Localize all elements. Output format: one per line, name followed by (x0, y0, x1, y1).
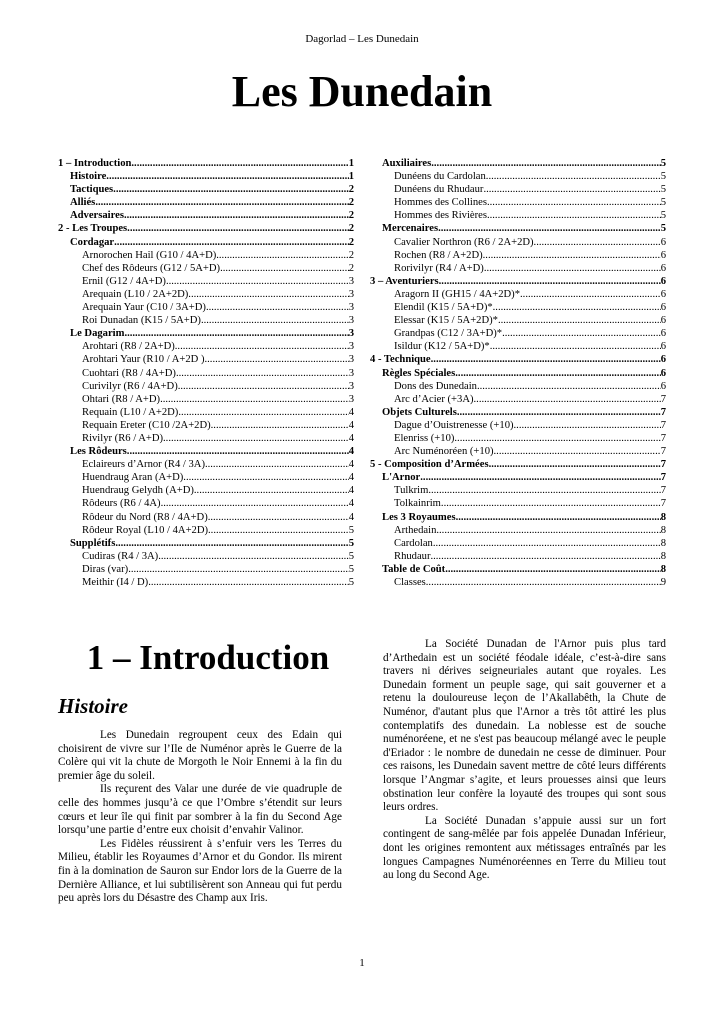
toc-entry[interactable] (370, 484, 666, 497)
toc-entry-page: 6 (660, 341, 666, 353)
toc-entry[interactable] (370, 497, 666, 510)
toc-entry-title: Requain Ereter (C10 /2A+2D) (82, 419, 211, 431)
toc-entry[interactable] (370, 209, 666, 222)
toc-entry[interactable] (58, 170, 354, 183)
toc-entry-page: 2 (348, 249, 354, 261)
toc-right-column (370, 157, 666, 589)
paragraph: Les Fidèles réussirent à s’enfuir vers les Terres du Milieu, établir les Royaumes d’Arnor et du Gondor. Ils mirent fin à la domination de Sauron sur Endor lors de la Guerre de la Dernière Alliance, et lui subtilisèrent son Anneau qui fut perdu peu après lors du Désastre des Champ aux Iris. (58, 837, 342, 905)
paragraph: La Société Dunadan s’appuie aussi sur un fort contingent de sang-mêlée par fois appelée Dunadan Inférieur, dont les origines remontent aux métissages entraînés par les longues Campagnes Numénoréennes en Terre du Milieu tout au long du Second Age. (383, 814, 666, 882)
toc-entry-title: Rôdeur Royal (L10 / 4A+2D) (82, 524, 209, 536)
toc-entry-title: Les 3 Royaumes (382, 511, 456, 523)
toc-entry-title: Dague d’Ouistrenesse (+10) (394, 419, 514, 431)
toc-left-column (58, 157, 354, 589)
toc-leader-dots (489, 458, 661, 471)
toc-entry-title: Cavalier Northron (R6 / 2A+2D) (394, 236, 534, 248)
toc-entry[interactable] (58, 380, 354, 393)
toc-entry-page: 6 (660, 236, 666, 248)
toc-entry-title: Rochen (R8 / A+2D) (394, 249, 483, 261)
toc-leader-dots (113, 183, 349, 196)
toc-entry-title: Dunéens du Rhudaur (394, 184, 484, 196)
toc-leader-dots (106, 170, 348, 183)
toc-entry-title: Alliés (70, 197, 96, 209)
toc-entry-title: Cardolan (394, 537, 433, 549)
toc-entry-page: 8 (660, 524, 666, 536)
toc-entry-page: 6 (660, 328, 666, 340)
toc-entry-title: Histoire (70, 171, 107, 183)
toc-entry[interactable] (370, 406, 666, 419)
toc-leader-dots (445, 563, 661, 576)
toc-entry-page: 6 (660, 275, 666, 287)
toc-leader-dots (161, 497, 349, 510)
toc-entry-page: 3 (348, 341, 354, 353)
toc-leader-dots (487, 196, 661, 209)
toc-entry[interactable] (370, 550, 666, 563)
toc-entry-page: 4 (348, 485, 354, 497)
toc-leader-dots (441, 497, 661, 510)
toc-leader-dots (124, 327, 348, 340)
toc-entry[interactable] (58, 445, 354, 458)
toc-leader-dots (433, 537, 661, 550)
subsection-heading: Histoire (58, 694, 129, 718)
toc-leader-dots (127, 445, 349, 458)
toc-leader-dots (176, 367, 349, 380)
toc-entry-page: 2 (348, 236, 354, 248)
toc-entry-title: L'Arnor (382, 472, 421, 484)
toc-entry-title: Mercenaires (382, 223, 439, 235)
toc-entry-title: Roi Dunadan (K15 / 5A+D) (82, 315, 201, 327)
toc-entry[interactable] (370, 222, 666, 235)
toc-entry[interactable] (370, 524, 666, 537)
toc-entry-title: 4 - Technique (370, 354, 431, 366)
toc-entry[interactable] (58, 314, 354, 327)
right-text-column (383, 638, 666, 883)
toc-entry-page: 9 (660, 577, 666, 588)
toc-leader-dots (430, 550, 660, 563)
toc-entry-page: 4 (348, 419, 354, 431)
toc-entry-page: 2 (348, 262, 354, 274)
toc-leader-dots (439, 275, 661, 288)
toc-entry-title: Arc Numénoréen (+10) (394, 446, 494, 458)
toc-entry-page: 3 (348, 275, 354, 287)
toc-leader-dots (183, 471, 348, 484)
toc-entry[interactable] (58, 353, 354, 366)
toc-leader-dots (188, 288, 348, 301)
toc-leader-dots (420, 471, 660, 484)
toc-leader-dots (160, 393, 349, 406)
toc-entry[interactable] (58, 484, 354, 497)
toc-leader-dots (124, 209, 349, 222)
toc-entry-title: Table de Coût (382, 563, 446, 575)
toc-entry-page: 5 (348, 577, 354, 588)
toc-entry[interactable] (58, 209, 354, 222)
toc-entry-page: 7 (660, 393, 666, 405)
toc-entry-page: 1 (348, 158, 354, 169)
toc-leader-dots (486, 170, 661, 183)
toc-entry-title: Dunéens du Cardolan (394, 171, 486, 183)
toc-leader-dots (206, 301, 349, 314)
toc-entry-page: 5 (660, 223, 666, 235)
toc-leader-dots (483, 183, 660, 196)
toc-entry[interactable] (370, 327, 666, 340)
toc-entry-title: Rivilyr (R6 / A+D) (82, 432, 164, 444)
toc-entry-title: Cuohtari (R8 / 4A+D) (82, 367, 176, 379)
toc-entry-title: Arthedain (394, 524, 437, 536)
toc-entry-page: 5 (660, 184, 666, 196)
toc-entry-title: Arohtari Yaur (R10 / A+2D ) (82, 354, 205, 366)
toc-leader-dots (216, 249, 348, 262)
toc-entry-page: 8 (660, 537, 666, 549)
toc-leader-dots (211, 419, 349, 432)
toc-entry[interactable] (58, 327, 354, 340)
toc-entry-title: 3 – Aventuriers (370, 275, 439, 287)
toc-entry[interactable] (370, 458, 666, 471)
toc-leader-dots (477, 380, 661, 393)
toc-entry-page: 3 (348, 367, 354, 379)
toc-entry-title: Objets Culturels (382, 406, 457, 418)
toc-entry-page: 6 (660, 302, 666, 314)
toc-entry-title: Arequain Yaur (C10 / 3A+D) (82, 302, 206, 314)
toc-entry-page: 7 (660, 459, 666, 471)
toc-entry-title: Rhudaur (394, 550, 431, 562)
toc-entry-page: 3 (348, 328, 354, 340)
toc-leader-dots (205, 458, 349, 471)
toc-entry-page: 5 (348, 563, 354, 575)
toc-entry[interactable] (370, 380, 666, 393)
toc-leader-dots (220, 262, 349, 275)
toc-entry-page: 4 (348, 406, 354, 418)
toc-entry[interactable] (58, 275, 354, 288)
toc-entry-page: 4 (348, 498, 354, 510)
toc-entry-page: 7 (660, 498, 666, 510)
toc-entry-page: 5 (348, 524, 354, 536)
toc-entry-title: Rôdeur du Nord (R8 / 4A+D) (82, 511, 208, 523)
toc-leader-dots (474, 393, 661, 406)
toc-entry-title: Auxiliaires (382, 158, 432, 169)
toc-entry[interactable] (370, 353, 666, 366)
toc-entry[interactable] (58, 222, 354, 235)
toc-entry-page: 6 (660, 249, 666, 261)
paragraph: Ils reçurent des Valar une durée de vie quadruple de celle des hommes jusqu’à ce que l’Ombre s’étendit sur leurs cœurs et leur île qui finit par sombrer à la fin du Second Age lorsqu’une partie d’entre eux choisit d’envahir Valinor. (58, 783, 342, 837)
toc-entry-page: 6 (660, 315, 666, 327)
toc-entry-title: Règles Spéciales (382, 367, 456, 379)
toc-entry[interactable] (58, 301, 354, 314)
toc-entry[interactable] (58, 550, 354, 563)
toc-entry-title: 2 - Les Troupes (58, 223, 128, 235)
toc-leader-dots (520, 288, 661, 301)
toc-entry[interactable] (370, 367, 666, 380)
toc-entry-page: 6 (660, 367, 666, 379)
toc-leader-dots (438, 222, 661, 235)
toc-leader-dots (194, 484, 349, 497)
toc-entry-title: Elessar (K15 / 5A+2D)* (394, 315, 498, 327)
toc-entry-title: Les Rôdeurs (70, 446, 127, 458)
toc-entry[interactable] (58, 576, 354, 589)
toc-leader-dots (127, 222, 349, 235)
toc-leader-dots (115, 537, 348, 550)
toc-entry[interactable] (370, 288, 666, 301)
toc-entry[interactable] (58, 236, 354, 249)
document-title: Les Dunedain (231, 67, 493, 116)
toc-leader-dots (454, 432, 660, 445)
toc-entry-page: 2 (348, 223, 354, 235)
toc-entry-title: Rorivilyr (R4 / A+D) (394, 262, 484, 274)
toc-leader-dots (428, 484, 660, 497)
toc-entry[interactable] (370, 445, 666, 458)
toc-entry-page: 2 (348, 210, 354, 222)
toc-leader-dots (208, 524, 349, 537)
toc-leader-dots (487, 209, 661, 222)
section-heading: 1 – Introduction (86, 638, 330, 677)
toc-leader-dots (158, 550, 348, 563)
toc-entry-page: 5 (348, 550, 354, 562)
paragraph: Les Dunedain regroupent ceux des Edain qui choisirent de vivre sur l’Ile de Numénor après le Guerre de la Colère qui vit la chute de Morgoth le Noir Ennemi à la fin du premier âge du soleil. (58, 729, 342, 782)
toc-entry[interactable] (370, 432, 666, 445)
toc-entry[interactable] (370, 249, 666, 262)
toc-entry-page: 5 (660, 210, 666, 222)
toc-entry[interactable] (58, 406, 354, 419)
toc-entry[interactable] (370, 537, 666, 550)
toc-entry[interactable] (58, 196, 354, 209)
running-header: Dagorlad – Les Dunedain (305, 33, 419, 45)
toc-entry-page: 7 (660, 446, 666, 458)
toc-entry-page: 5 (660, 158, 666, 169)
toc-entry[interactable] (58, 563, 354, 576)
toc-leader-dots (502, 327, 661, 340)
toc-leader-dots (205, 353, 349, 366)
toc-entry-title: 1 – Introduction (58, 158, 132, 169)
toc-entry-title: Requain (L10 / A+2D) (82, 406, 179, 418)
toc-entry-title: Hommes des Collines (394, 197, 487, 209)
toc-entry[interactable] (370, 236, 666, 249)
toc-leader-dots (498, 314, 661, 327)
toc-entry[interactable] (370, 157, 666, 170)
toc-entry[interactable] (58, 497, 354, 510)
page-number: 1 (359, 957, 365, 969)
toc-leader-dots (431, 353, 661, 366)
toc-entry-title: Dons des Dunedain (394, 380, 477, 392)
toc-entry-title: Curivilyr (R6 / 4A+D) (82, 380, 178, 392)
toc-entry-page: 5 (660, 171, 666, 183)
toc-entry-title: Tulkrim (394, 485, 429, 497)
toc-entry-page: 4 (348, 472, 354, 484)
toc-entry-page: 5 (348, 537, 354, 549)
toc-entry-page: 2 (348, 197, 354, 209)
toc-entry[interactable] (58, 340, 354, 353)
toc-entry-page: 6 (660, 380, 666, 392)
toc-entry-title: Isildur (K12 / 5A+D)* (394, 341, 490, 353)
toc-entry-title: Arohtari (R8 / 2A+D) (82, 341, 175, 353)
toc-leader-dots (490, 340, 661, 353)
toc-entry[interactable] (58, 262, 354, 275)
toc-entry[interactable] (370, 511, 666, 524)
toc-entry[interactable] (58, 524, 354, 537)
toc-entry-title: Arequain (L10 / 2A+2D) (82, 288, 189, 300)
toc-leader-dots (208, 511, 349, 524)
toc-leader-dots (131, 157, 348, 170)
toc-entry[interactable] (58, 432, 354, 445)
toc-entry-page: 7 (660, 432, 666, 444)
toc-leader-dots (493, 301, 661, 314)
toc-entry-title: Diras (var) (82, 563, 129, 575)
toc-entry-title: 5 - Composition d’Armées (370, 459, 489, 471)
toc-entry[interactable] (58, 393, 354, 406)
left-text-column (58, 729, 342, 906)
toc-leader-dots (514, 419, 661, 432)
toc-leader-dots (178, 406, 348, 419)
toc-entry[interactable] (58, 288, 354, 301)
toc-entry-title: Adversaires (70, 210, 124, 222)
toc-entry-title: Ernil (G12 / 4A+D) (82, 275, 166, 287)
toc-leader-dots (95, 196, 348, 209)
toc-entry[interactable] (370, 340, 666, 353)
toc-leader-dots (494, 445, 661, 458)
toc-entry-page: 1 (348, 171, 354, 183)
toc-entry-title: Huendraug Gelydh (A+D) (82, 485, 194, 497)
toc-entry[interactable] (58, 249, 354, 262)
toc-entry[interactable] (58, 157, 354, 170)
toc-entry-page: 7 (660, 472, 666, 484)
toc-entry-page: 6 (660, 288, 666, 300)
toc-entry-page: 4 (348, 511, 354, 523)
toc-leader-dots (436, 524, 660, 537)
toc-entry[interactable] (58, 537, 354, 550)
toc-entry-title: Chef des Rôdeurs (G12 / 5A+D) (82, 262, 221, 274)
toc-entry[interactable] (370, 393, 666, 406)
toc-leader-dots (431, 157, 660, 170)
toc-entry-page: 3 (348, 380, 354, 392)
toc-entry-title: Tactiques (70, 184, 114, 196)
toc-entry-title: Rôdeurs (R6 / 4A) (82, 498, 161, 510)
toc-leader-dots (175, 340, 349, 353)
toc-entry-page: 3 (348, 302, 354, 314)
toc-entry-title: Cordagar (70, 236, 115, 248)
toc-leader-dots (163, 432, 349, 445)
toc-entry[interactable] (370, 314, 666, 327)
toc-entry-page: 4 (348, 432, 354, 444)
toc-entry-page: 6 (660, 354, 666, 366)
toc-entry[interactable] (370, 576, 666, 589)
toc-entry-title: Aragorn II (GH15 / 4A+2D)* (394, 288, 521, 300)
toc-entry-page: 7 (660, 485, 666, 497)
toc-entry[interactable] (370, 471, 666, 484)
paragraph: La Société Dunadan de l'Arnor puis plus tard d’Arthedain est un société féodale idéale, c’est-à-dire sans travers ni dérives seigneuriales autant que royales. Les Dunedain forment un peuple sage, qui sait gouverner et a retenu la douloureuse leçon de l’Akallabêth, la Chute de Numénor, d'autant plus que l'Arnor a très tôt attiré les plus contemplatifs des dunedain. La noblesse est de souche numénoréene, et ne s'est pas beaucoup mélangé avec le peuple d'Eriador : le nombre de dunedain ne cesse de diminuer. Pour ces raisons, les Dunedain savent mettre de côté leurs différents lorsque l’Angmar s’agite, et leurs prouesses ainsi que leurs obstination leur confère la loyauté des troupes qui sont sous leurs ordres. (383, 638, 666, 814)
toc-entry-page: 3 (348, 315, 354, 327)
toc-entry-page: 8 (660, 563, 666, 575)
toc-entry[interactable] (370, 170, 666, 183)
toc-entry-title: Le Dagarim (70, 328, 125, 340)
toc-leader-dots (484, 262, 661, 275)
toc-entry-title: Grandpas (C12 / 3A+D)* (394, 328, 503, 340)
toc-entry-title: Tolkainrim (394, 498, 441, 510)
toc-entry[interactable] (370, 419, 666, 432)
toc-entry-title: Meithir (I4 / D) (82, 577, 149, 588)
toc-entry[interactable] (58, 511, 354, 524)
toc-entry-title: Eclaireurs d’Arnor (R4 / 3A) (82, 459, 205, 471)
toc-entry-page: 4 (348, 446, 354, 458)
toc-entry-page: 8 (660, 511, 666, 523)
toc-entry-page: 7 (660, 419, 666, 431)
toc-entry-title: Elendil (K15 / 5A+D)* (394, 302, 493, 314)
toc-entry[interactable] (370, 275, 666, 288)
toc-entry-title: Classes (394, 577, 426, 588)
toc-entry-title: Cudiras (R4 / 3A) (82, 550, 159, 562)
toc-leader-dots (426, 576, 661, 589)
toc-entry[interactable] (370, 196, 666, 209)
toc-entry[interactable] (370, 262, 666, 275)
toc-entry[interactable] (370, 301, 666, 314)
toc-entry-page: 3 (348, 393, 354, 405)
toc-entry-title: Hommes des Rivières (394, 210, 487, 222)
toc-entry[interactable] (58, 419, 354, 432)
toc-entry[interactable] (58, 471, 354, 484)
toc-leader-dots (455, 367, 660, 380)
toc-entry-page: 7 (660, 406, 666, 418)
toc-leader-dots (456, 511, 661, 524)
toc-entry[interactable] (370, 183, 666, 196)
toc-entry-title: Arc d’Acier (+3A) (394, 393, 474, 405)
toc-leader-dots (166, 275, 349, 288)
toc-entry-page: 6 (660, 262, 666, 274)
toc-leader-dots (201, 314, 349, 327)
toc-entry-title: Elenriss (+10) (394, 432, 455, 444)
toc-leader-dots (457, 406, 661, 419)
toc-entry[interactable] (58, 183, 354, 196)
toc-entry-title: Arnorochen Hail (G10 / 4A+D) (82, 249, 217, 261)
toc-entry-page: 8 (660, 550, 666, 562)
toc-entry-page: 3 (348, 288, 354, 300)
toc-entry-title: Huendraug Aran (A+D) (82, 472, 184, 484)
toc-entry-title: Supplétifs (70, 537, 116, 549)
toc-leader-dots (148, 576, 349, 589)
toc-leader-dots (178, 380, 349, 393)
toc-leader-dots (128, 563, 349, 576)
toc-leader-dots (534, 236, 661, 249)
toc-entry-page: 4 (348, 459, 354, 471)
toc-leader-dots (114, 236, 349, 249)
toc-entry-page: 3 (348, 354, 354, 366)
toc-entry-page: 5 (660, 197, 666, 209)
toc-entry[interactable] (58, 367, 354, 380)
toc-entry[interactable] (58, 458, 354, 471)
toc-entry-page: 2 (348, 184, 354, 196)
toc-entry[interactable] (370, 563, 666, 576)
toc-leader-dots (483, 249, 661, 262)
toc-entry-title: Ohtari (R8 / A+D) (82, 393, 161, 405)
